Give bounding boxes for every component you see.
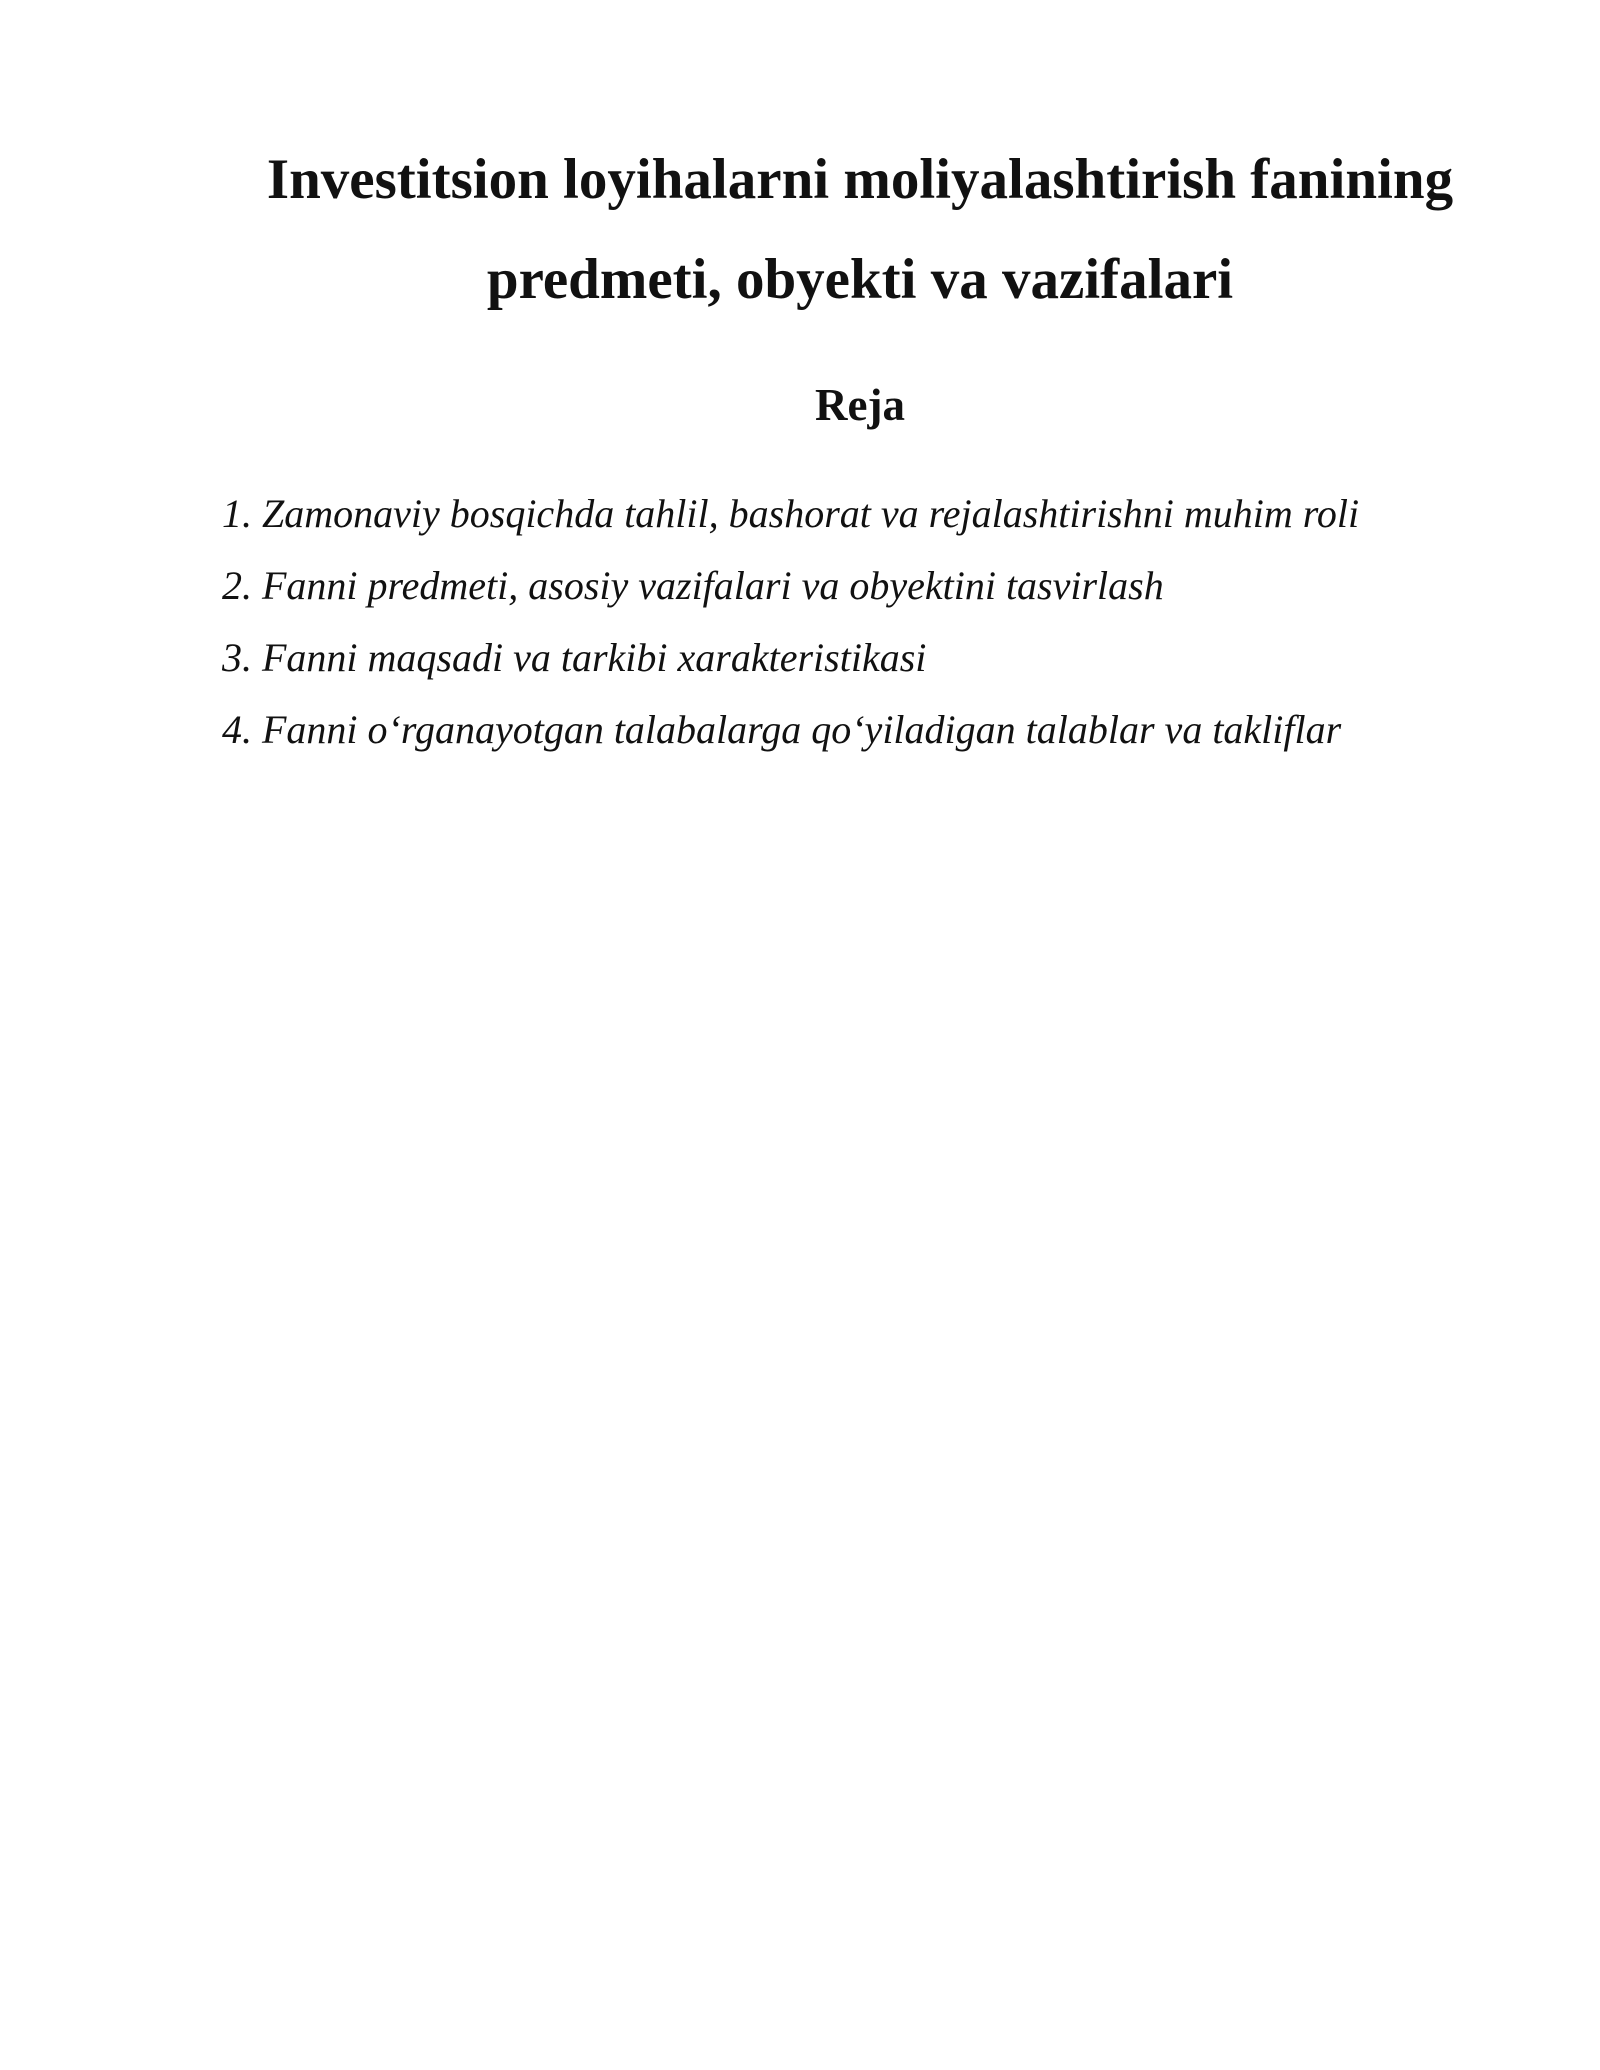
plan-item-3: 3. Fanni maqsadi va tarkibi xarakteristikasi	[222, 635, 927, 680]
plan-item-2: 2. Fanni predmeti, asosiy vazifalari va obyektini tasvirlash	[222, 563, 1164, 608]
document-title-line-2: predmeti, obyekti va vazifalari	[486, 248, 1234, 311]
plan-heading: Reja	[815, 380, 905, 430]
document-title-line-1: Investitsion loyihalarni moliyalashtirish fanining	[266, 148, 1454, 211]
plan-item-4: 4. Fanni o‘rganayotgan talabalarga qo‘yiladigan talablar va takliflar	[222, 707, 1342, 752]
plan-item-1: 1. Zamonaviy bosqichda tahlil, bashorat va rejalashtirishni muhim roli	[222, 491, 1360, 536]
plan-list	[222, 478, 1522, 766]
